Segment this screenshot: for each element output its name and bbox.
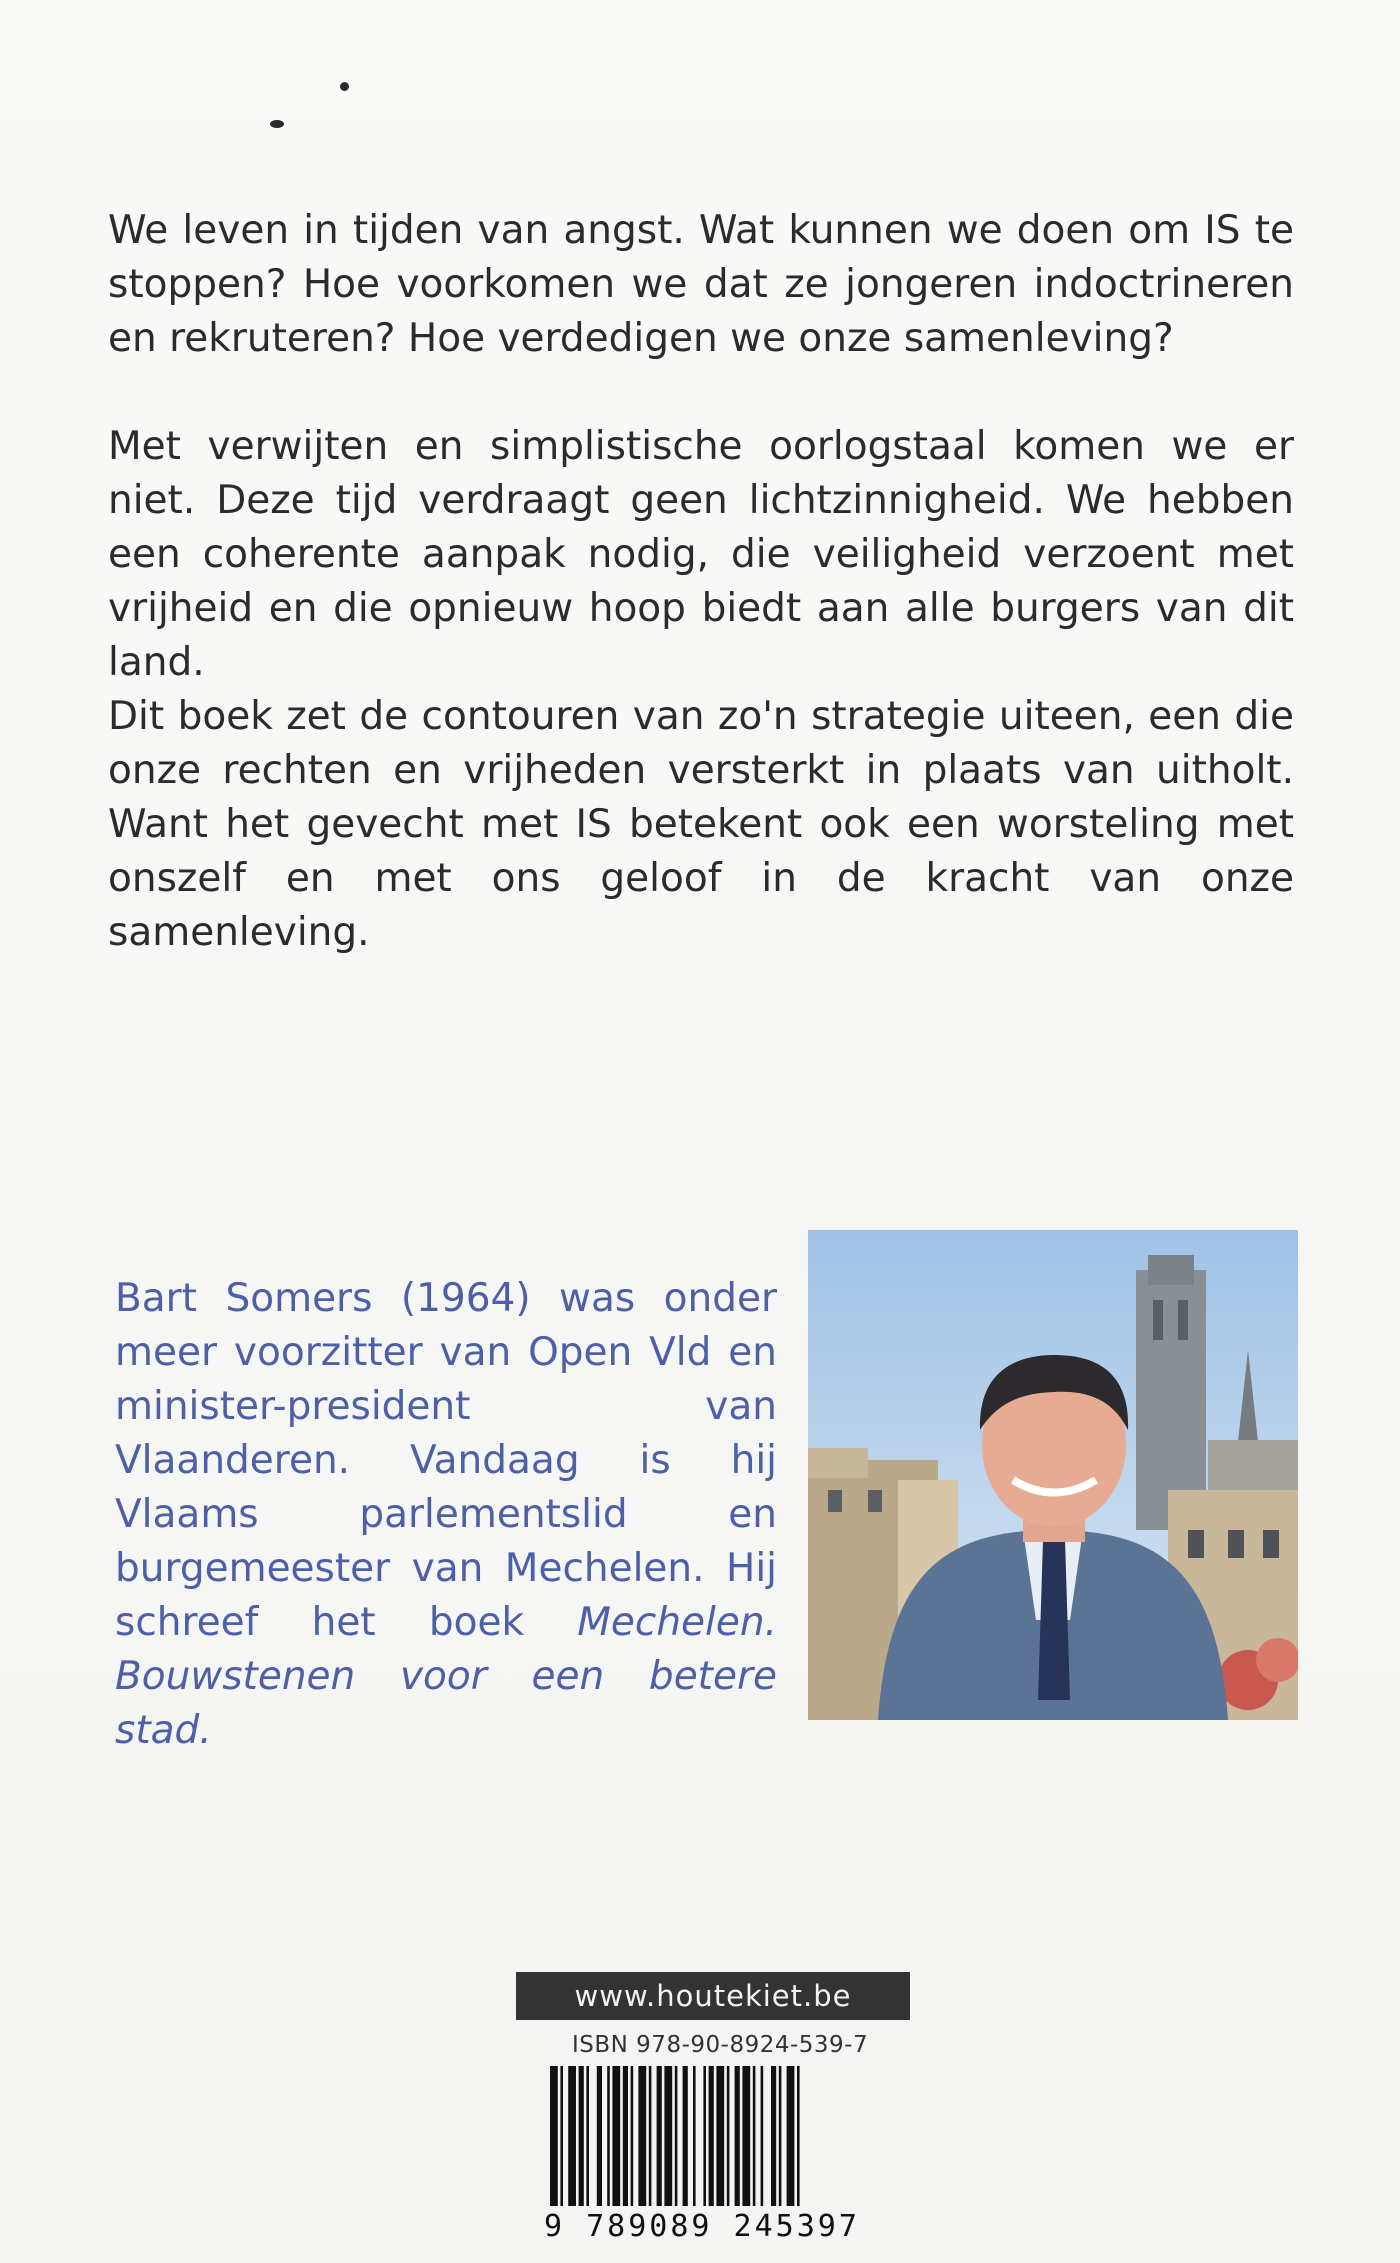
blurb-paragraph-3: Dit boek zet de contouren van zo'n strategie uiteen, een die onze rechten en vrijheden versterkt in plaats van uitholt. Want het gevecht met IS betekent ook een worsteling met onszelf en met ons geloof in de kracht van onze samenleving. — [108, 694, 1294, 955]
barcode-bar — [779, 2066, 782, 2206]
barcode-bar — [560, 2066, 563, 2206]
barcode-bar — [787, 2066, 795, 2206]
barcode-bar — [612, 2066, 620, 2206]
isbn-label: ISBN 978-90-8924-539-7 — [572, 2032, 869, 2058]
blurb-paragraph-1: We leven in tijden van angst. Wat kunnen we doen om IS te stoppen? Hoe voorkomen we dat ze jongeren indoctrineren en rekruteren? Hoe verdedigen we onze samenleving? — [108, 208, 1294, 361]
barcode-bar — [550, 2066, 558, 2206]
barcode-bar — [649, 2066, 652, 2206]
barcode-bar — [735, 2066, 740, 2206]
publisher-website: www.houtekiet.be — [516, 1972, 910, 2020]
barcode-bar — [597, 2066, 602, 2206]
barcode-bar — [742, 2066, 750, 2206]
barcode-bar — [657, 2066, 662, 2206]
barcode-bar — [586, 2066, 589, 2206]
barcode-bar — [797, 2066, 800, 2206]
barcode-bar — [771, 2066, 776, 2206]
barcode-bar — [631, 2066, 634, 2206]
ink-speck — [340, 82, 349, 91]
barcode-bar — [703, 2066, 706, 2206]
barcode-bar — [683, 2066, 688, 2206]
author-bio-text: Bart Somers (1964) was onder meer voorzitter van Open Vld en minister-president van Vlaanderen. Vandaag is hij Vlaams parlementslid en burgemeester van Mechelen. Hij schreef het boek — [115, 1276, 777, 1645]
barcode-bar — [675, 2066, 678, 2206]
barcode-bar — [579, 2066, 584, 2206]
barcode-bar — [709, 2066, 714, 2206]
ink-speck — [270, 120, 284, 128]
barcode-bar — [664, 2066, 672, 2206]
barcode-digits: 9 789089 245397 — [544, 2209, 860, 2244]
barcode-bar — [727, 2066, 730, 2206]
author-book-title: Mechelen. Bouwstenen voor een betere stad. — [115, 1600, 777, 1753]
blurb-paragraph-2: Met verwijten en simplistische oorlogstaal komen we er niet. Deze tijd verdraagt geen lichtzinnigheid. We hebben een coherente aanpak nodig, die veiligheid verzoent met vrijheid en die opnieuw hoop biedt aan alle burgers van dit land. — [108, 424, 1294, 685]
barcode-bar — [716, 2066, 724, 2206]
barcode-bar — [623, 2066, 628, 2206]
author-photo — [808, 1230, 1298, 1720]
barcode-bar — [753, 2066, 756, 2206]
barcode-bar — [607, 2066, 610, 2206]
author-bio — [115, 1272, 777, 1758]
barcode-bar — [693, 2066, 696, 2206]
barcode-bar — [638, 2066, 646, 2206]
barcode-bar — [761, 2066, 764, 2206]
barcode-bar — [568, 2066, 576, 2206]
